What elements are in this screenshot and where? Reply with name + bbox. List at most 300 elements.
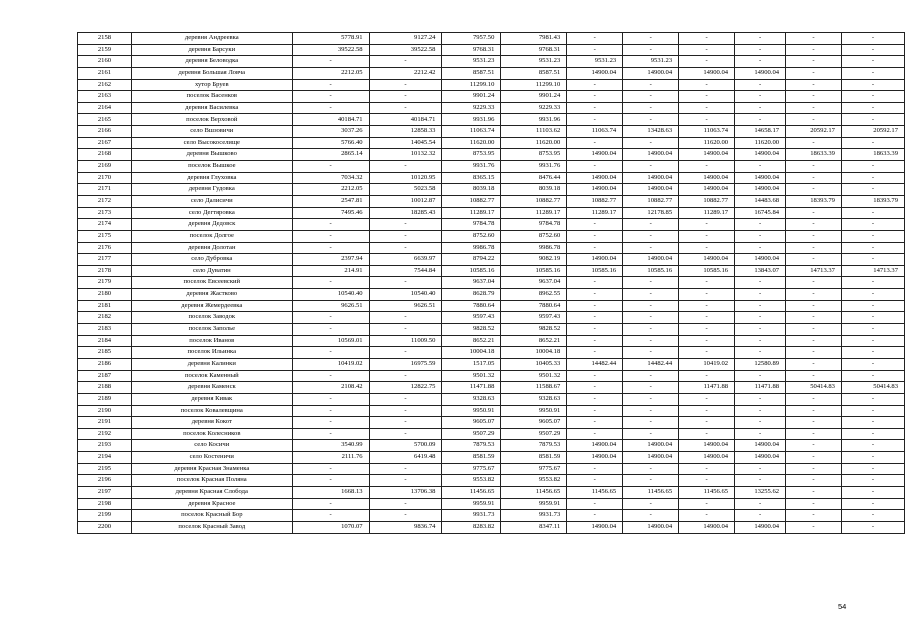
cell-value-9: - <box>786 393 842 405</box>
table-row <box>78 417 905 429</box>
cell-value-2: 13706.38 <box>369 486 442 498</box>
cell-value-4: 11620.00 <box>501 137 567 149</box>
cell-value-1: - <box>292 498 369 510</box>
cell-value-2: 39522.58 <box>369 44 442 56</box>
cell-value-1: - <box>292 56 369 68</box>
cell-value-10: - <box>841 172 904 184</box>
cell-value-10: - <box>841 79 904 91</box>
cell-value-5: 14900.04 <box>567 149 623 161</box>
cell-settlement-name: поселок Красный Бор <box>131 510 292 522</box>
cell-value-3: 11289.17 <box>442 207 501 219</box>
cell-value-2: - <box>369 161 442 173</box>
cell-value-8: - <box>735 498 786 510</box>
cell-settlement-name: село Далисичи <box>131 195 292 207</box>
table-row <box>78 358 905 370</box>
cell-value-1: - <box>292 91 369 103</box>
cell-settlement-name: деревня Вышково <box>131 149 292 161</box>
cell-settlement-name: поселок Заводок <box>131 312 292 324</box>
cell-value-1: - <box>292 324 369 336</box>
cell-value-10: - <box>841 486 904 498</box>
cell-value-1: - <box>292 230 369 242</box>
cell-value-5: - <box>567 91 623 103</box>
cell-value-4: 9082.19 <box>501 254 567 266</box>
cell-value-2: 10132.32 <box>369 149 442 161</box>
cell-value-9: - <box>786 486 842 498</box>
cell-row-number: 2190 <box>78 405 132 417</box>
cell-value-5: - <box>567 79 623 91</box>
cell-value-3: 10882.77 <box>442 195 501 207</box>
cell-value-2: 12858.33 <box>369 126 442 138</box>
cell-settlement-name: поселок Вышкое <box>131 161 292 173</box>
cell-value-2: 40184.71 <box>369 114 442 126</box>
table-row <box>78 161 905 173</box>
cell-value-9: - <box>786 254 842 266</box>
cell-value-9: - <box>786 335 842 347</box>
cell-value-9: - <box>786 452 842 464</box>
cell-value-1: 10540.40 <box>292 289 369 301</box>
cell-value-5: 14482.44 <box>567 358 623 370</box>
table-row <box>78 370 905 382</box>
cell-value-8: - <box>735 300 786 312</box>
cell-value-9: - <box>786 521 842 533</box>
cell-value-5: 14900.04 <box>567 521 623 533</box>
cell-settlement-name: поселок Красная Поляна <box>131 475 292 487</box>
cell-settlement-name: поселок Евсеевский <box>131 277 292 289</box>
cell-value-2: - <box>369 230 442 242</box>
cell-value-7: - <box>679 393 735 405</box>
cell-settlement-name: деревня Долотан <box>131 242 292 254</box>
cell-row-number: 2177 <box>78 254 132 266</box>
cell-value-1: 2108.42 <box>292 382 369 394</box>
cell-settlement-name: деревня Жемердеевка <box>131 300 292 312</box>
cell-value-5: - <box>567 137 623 149</box>
cell-settlement-name: село Вшзовичи <box>131 126 292 138</box>
cell-row-number: 2178 <box>78 265 132 277</box>
table-row <box>78 137 905 149</box>
cell-settlement-name: деревня Андреевка <box>131 33 292 45</box>
cell-value-10: - <box>841 102 904 114</box>
cell-value-10: - <box>841 114 904 126</box>
cell-value-4: 9931.73 <box>501 510 567 522</box>
cell-value-3: 11471.88 <box>442 382 501 394</box>
table-row <box>78 33 905 45</box>
cell-settlement-name: деревня Гудовка <box>131 184 292 196</box>
cell-value-8: - <box>735 56 786 68</box>
cell-value-8: 14483.68 <box>735 195 786 207</box>
cell-value-3: 8752.60 <box>442 230 501 242</box>
cell-value-4: 9959.91 <box>501 498 567 510</box>
cell-value-10: - <box>841 161 904 173</box>
cell-value-7: - <box>679 405 735 417</box>
cell-value-3: 9768.31 <box>442 44 501 56</box>
cell-value-1: - <box>292 347 369 359</box>
table-row <box>78 44 905 56</box>
cell-value-6: - <box>623 289 679 301</box>
cell-value-5: 14900.04 <box>567 67 623 79</box>
cell-value-10: 20592.17 <box>841 126 904 138</box>
cell-row-number: 2193 <box>78 440 132 452</box>
cell-value-3: 8365.15 <box>442 172 501 184</box>
cell-value-1: 2397.94 <box>292 254 369 266</box>
cell-value-3: 7957.50 <box>442 33 501 45</box>
cell-settlement-name: деревня Кивак <box>131 393 292 405</box>
cell-value-1: - <box>292 219 369 231</box>
cell-value-9: - <box>786 242 842 254</box>
cell-value-5: - <box>567 382 623 394</box>
cell-value-8: - <box>735 335 786 347</box>
cell-row-number: 2160 <box>78 56 132 68</box>
cell-value-6: 12178.85 <box>623 207 679 219</box>
cell-value-2: 9836.74 <box>369 521 442 533</box>
cell-value-4: 9328.63 <box>501 393 567 405</box>
cell-value-8: - <box>735 44 786 56</box>
table-row <box>78 67 905 79</box>
cell-settlement-name: поселок Колесников <box>131 428 292 440</box>
cell-value-2: 7544.84 <box>369 265 442 277</box>
cell-value-5: - <box>567 300 623 312</box>
cell-value-5: - <box>567 335 623 347</box>
cell-value-2: 6419.48 <box>369 452 442 464</box>
cell-value-6: - <box>623 230 679 242</box>
cell-value-10: - <box>841 289 904 301</box>
cell-settlement-name: деревня Василевка <box>131 102 292 114</box>
cell-settlement-name: поселок Ильинка <box>131 347 292 359</box>
table-row <box>78 452 905 464</box>
cell-value-4: 11289.17 <box>501 207 567 219</box>
cell-value-7: - <box>679 347 735 359</box>
cell-value-7: - <box>679 161 735 173</box>
cell-value-8: 14900.04 <box>735 521 786 533</box>
cell-value-3: 9784.78 <box>442 219 501 231</box>
cell-value-10: - <box>841 498 904 510</box>
cell-value-1: - <box>292 161 369 173</box>
cell-value-5: - <box>567 161 623 173</box>
cell-value-3: 9931.96 <box>442 114 501 126</box>
cell-row-number: 2196 <box>78 475 132 487</box>
cell-row-number: 2167 <box>78 137 132 149</box>
cell-settlement-name: деревня Жастково <box>131 289 292 301</box>
cell-value-3: 9931.76 <box>442 161 501 173</box>
page-number: 54 <box>838 602 847 611</box>
cell-value-8: 12580.89 <box>735 358 786 370</box>
cell-value-2: 18285.43 <box>369 207 442 219</box>
table-row <box>78 91 905 103</box>
cell-value-6: - <box>623 370 679 382</box>
cell-value-4: 7880.64 <box>501 300 567 312</box>
cell-value-1: 2111.76 <box>292 452 369 464</box>
cell-value-8: 14900.04 <box>735 172 786 184</box>
cell-value-2: - <box>369 91 442 103</box>
cell-settlement-name: деревня Красная Знаменка <box>131 463 292 475</box>
cell-value-8: 14900.04 <box>735 67 786 79</box>
table-row <box>78 475 905 487</box>
cell-value-1: - <box>292 370 369 382</box>
cell-settlement-name: деревня Красная Слобода <box>131 486 292 498</box>
cell-value-10: - <box>841 417 904 429</box>
cell-value-4: 11299.10 <box>501 79 567 91</box>
cell-value-9: - <box>786 475 842 487</box>
cell-value-9: 18633.39 <box>786 149 842 161</box>
cell-settlement-name: поселок Верховой <box>131 114 292 126</box>
cell-value-3: 1517.05 <box>442 358 501 370</box>
cell-value-7: - <box>679 417 735 429</box>
cell-value-3: 9986.78 <box>442 242 501 254</box>
cell-value-2: 12822.75 <box>369 382 442 394</box>
table-row <box>78 440 905 452</box>
cell-value-9: - <box>786 67 842 79</box>
cell-value-2: - <box>369 498 442 510</box>
cell-value-7: 14900.04 <box>679 67 735 79</box>
cell-value-1: 1070.07 <box>292 521 369 533</box>
cell-value-8: - <box>735 370 786 382</box>
cell-value-5: 10585.16 <box>567 265 623 277</box>
cell-row-number: 2161 <box>78 67 132 79</box>
cell-value-8: - <box>735 475 786 487</box>
cell-value-5: - <box>567 277 623 289</box>
cell-settlement-name: село Высокоселище <box>131 137 292 149</box>
table-row <box>78 498 905 510</box>
cell-value-1: - <box>292 405 369 417</box>
cell-row-number: 2171 <box>78 184 132 196</box>
cell-value-9: - <box>786 184 842 196</box>
cell-value-1: - <box>292 510 369 522</box>
cell-value-1: 5766.40 <box>292 137 369 149</box>
cell-value-6: - <box>623 300 679 312</box>
cell-value-9: 18393.79 <box>786 195 842 207</box>
cell-value-8: - <box>735 277 786 289</box>
cell-row-number: 2174 <box>78 219 132 231</box>
cell-settlement-name: поселок Красный Завод <box>131 521 292 533</box>
table-row <box>78 219 905 231</box>
cell-row-number: 2180 <box>78 289 132 301</box>
cell-value-4: 8587.51 <box>501 67 567 79</box>
cell-value-1: 39522.58 <box>292 44 369 56</box>
cell-value-7: - <box>679 289 735 301</box>
cell-row-number: 2158 <box>78 33 132 45</box>
cell-row-number: 2187 <box>78 370 132 382</box>
cell-value-10: - <box>841 184 904 196</box>
cell-value-1: 40184.71 <box>292 114 369 126</box>
cell-value-5: - <box>567 312 623 324</box>
cell-value-1: 2212.05 <box>292 184 369 196</box>
cell-value-1: - <box>292 393 369 405</box>
cell-value-2: 9127.24 <box>369 33 442 45</box>
cell-value-9: - <box>786 312 842 324</box>
cell-value-7: 14900.04 <box>679 254 735 266</box>
cell-row-number: 2186 <box>78 358 132 370</box>
cell-value-5: 10882.77 <box>567 195 623 207</box>
cell-value-3: 11620.00 <box>442 137 501 149</box>
cell-value-4: 10882.77 <box>501 195 567 207</box>
table-row <box>78 335 905 347</box>
cell-value-8: - <box>735 289 786 301</box>
cell-value-5: 14900.04 <box>567 440 623 452</box>
cell-row-number: 2182 <box>78 312 132 324</box>
cell-value-4: 8039.18 <box>501 184 567 196</box>
table-row <box>78 184 905 196</box>
cell-row-number: 2165 <box>78 114 132 126</box>
cell-value-1: - <box>292 463 369 475</box>
cell-value-1: 10569.01 <box>292 335 369 347</box>
table-row <box>78 289 905 301</box>
table-row <box>78 312 905 324</box>
cell-value-10: 18633.39 <box>841 149 904 161</box>
cell-value-8: 11620.00 <box>735 137 786 149</box>
cell-settlement-name: село Дегтяровка <box>131 207 292 219</box>
cell-value-6: - <box>623 382 679 394</box>
cell-value-10: - <box>841 44 904 56</box>
cell-value-6: - <box>623 428 679 440</box>
cell-value-7: 11456.65 <box>679 486 735 498</box>
cell-value-7: 11620.00 <box>679 137 735 149</box>
cell-value-4: 7981.43 <box>501 33 567 45</box>
cell-value-8: - <box>735 114 786 126</box>
table-row <box>78 405 905 417</box>
cell-value-2: - <box>369 370 442 382</box>
cell-value-6: - <box>623 277 679 289</box>
cell-value-5: - <box>567 475 623 487</box>
cell-value-9: - <box>786 347 842 359</box>
cell-value-9: - <box>786 44 842 56</box>
cell-value-7: 11471.88 <box>679 382 735 394</box>
cell-value-8: - <box>735 405 786 417</box>
cell-value-6: - <box>623 393 679 405</box>
cell-value-7: - <box>679 498 735 510</box>
cell-row-number: 2164 <box>78 102 132 114</box>
cell-value-10: - <box>841 335 904 347</box>
cell-value-4: 8962.55 <box>501 289 567 301</box>
cell-value-3: 9501.32 <box>442 370 501 382</box>
cell-value-8: - <box>735 219 786 231</box>
cell-value-6: - <box>623 335 679 347</box>
cell-value-3: 9931.73 <box>442 510 501 522</box>
cell-value-2: 6639.97 <box>369 254 442 266</box>
cell-value-5: 11289.17 <box>567 207 623 219</box>
cell-value-3: 9637.04 <box>442 277 501 289</box>
cell-value-8: 14658.17 <box>735 126 786 138</box>
cell-row-number: 2184 <box>78 335 132 347</box>
cell-value-8: 16745.84 <box>735 207 786 219</box>
table-body <box>78 33 905 534</box>
cell-value-3: 9959.91 <box>442 498 501 510</box>
cell-value-4: 9901.24 <box>501 91 567 103</box>
cell-value-9: - <box>786 405 842 417</box>
cell-value-10: 50414.83 <box>841 382 904 394</box>
cell-value-10: - <box>841 242 904 254</box>
cell-value-10: - <box>841 277 904 289</box>
cell-row-number: 2175 <box>78 230 132 242</box>
table-row <box>78 149 905 161</box>
cell-value-4: 10585.16 <box>501 265 567 277</box>
cell-value-1: - <box>292 102 369 114</box>
cell-value-8: 14900.04 <box>735 254 786 266</box>
cell-value-10: - <box>841 405 904 417</box>
cell-value-2: 5700.09 <box>369 440 442 452</box>
cell-value-9: 20592.17 <box>786 126 842 138</box>
cell-value-10: - <box>841 230 904 242</box>
cell-value-8: - <box>735 312 786 324</box>
cell-value-9: - <box>786 370 842 382</box>
cell-value-6: - <box>623 417 679 429</box>
cell-row-number: 2162 <box>78 79 132 91</box>
cell-value-3: 9507.29 <box>442 428 501 440</box>
cell-value-1: - <box>292 428 369 440</box>
cell-value-4: 11456.65 <box>501 486 567 498</box>
cell-value-2: 10012.87 <box>369 195 442 207</box>
cell-value-6: - <box>623 405 679 417</box>
cell-value-4: 9531.23 <box>501 56 567 68</box>
cell-value-2: - <box>369 475 442 487</box>
cell-value-7: - <box>679 79 735 91</box>
cell-row-number: 2191 <box>78 417 132 429</box>
cell-value-10: 14713.37 <box>841 265 904 277</box>
cell-value-2: - <box>369 428 442 440</box>
cell-value-9: - <box>786 33 842 45</box>
cell-value-2: 10540.40 <box>369 289 442 301</box>
table-row <box>78 254 905 266</box>
table-row <box>78 172 905 184</box>
cell-value-7: - <box>679 91 735 103</box>
cell-value-6: 14900.04 <box>623 172 679 184</box>
cell-value-7: - <box>679 56 735 68</box>
table-row <box>78 300 905 312</box>
cell-value-3: 9950.91 <box>442 405 501 417</box>
table-row <box>78 230 905 242</box>
cell-value-9: - <box>786 79 842 91</box>
cell-value-4: 9597.43 <box>501 312 567 324</box>
cell-value-4: 8476.44 <box>501 172 567 184</box>
table-row <box>78 195 905 207</box>
cell-value-10: - <box>841 254 904 266</box>
table-row <box>78 382 905 394</box>
cell-value-1: - <box>292 417 369 429</box>
cell-value-6: - <box>623 219 679 231</box>
cell-value-2: - <box>369 79 442 91</box>
cell-value-3: 9553.82 <box>442 475 501 487</box>
cell-settlement-name: хутор Бруев <box>131 79 292 91</box>
cell-value-6: 14900.04 <box>623 149 679 161</box>
cell-value-4: 8581.59 <box>501 452 567 464</box>
cell-value-6: - <box>623 114 679 126</box>
cell-value-9: - <box>786 207 842 219</box>
cell-value-8: - <box>735 324 786 336</box>
cell-row-number: 2163 <box>78 91 132 103</box>
cell-value-6: - <box>623 161 679 173</box>
cell-value-6: - <box>623 102 679 114</box>
cell-value-9: - <box>786 219 842 231</box>
table-row <box>78 324 905 336</box>
cell-value-7: 14900.04 <box>679 184 735 196</box>
cell-row-number: 2185 <box>78 347 132 359</box>
cell-value-6: 14482.44 <box>623 358 679 370</box>
cell-value-5: 11063.74 <box>567 126 623 138</box>
cell-value-6: - <box>623 475 679 487</box>
cell-value-4: 10405.33 <box>501 358 567 370</box>
cell-value-6: 10882.77 <box>623 195 679 207</box>
cell-value-5: 9531.23 <box>567 56 623 68</box>
cell-value-5: - <box>567 428 623 440</box>
cell-settlement-name: деревня Большая Ловча <box>131 67 292 79</box>
table-row <box>78 486 905 498</box>
cell-settlement-name: село Косичи <box>131 440 292 452</box>
table-row <box>78 207 905 219</box>
cell-value-2: 9626.51 <box>369 300 442 312</box>
cell-value-5: - <box>567 463 623 475</box>
cell-value-2: 14045.54 <box>369 137 442 149</box>
cell-value-7: 10882.77 <box>679 195 735 207</box>
cell-row-number: 2166 <box>78 126 132 138</box>
cell-value-7: - <box>679 102 735 114</box>
